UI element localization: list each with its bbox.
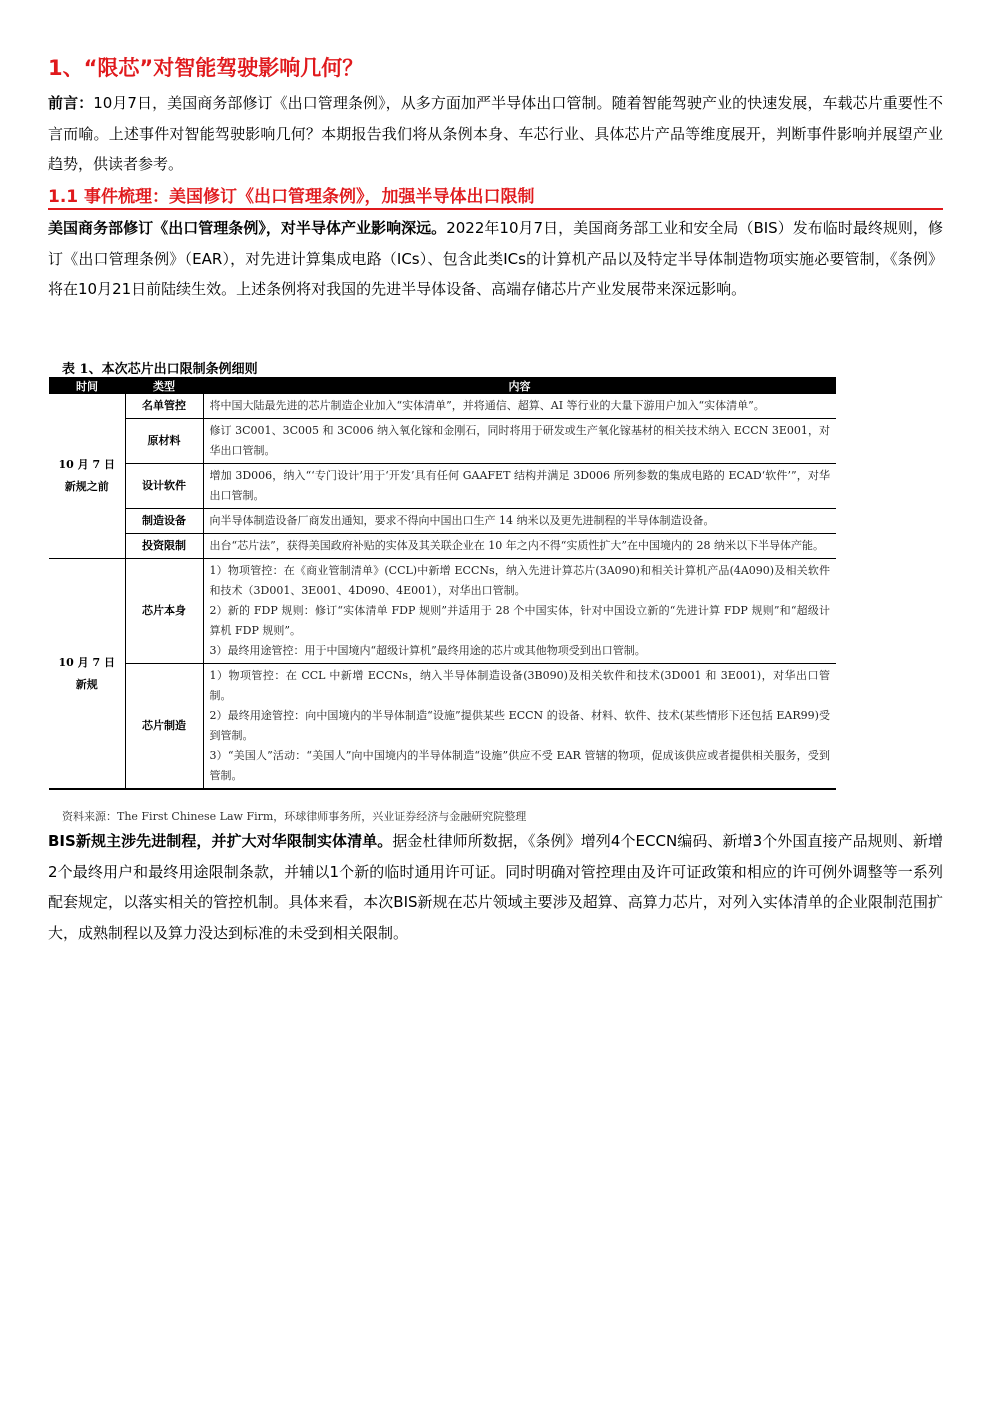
table-row [49, 464, 836, 509]
header-time: 时间 [49, 377, 125, 394]
table-row [49, 419, 836, 464]
content-line: 3）“美国人”活动：“美国人”向中国境内的半导体制造“设施”供应不受 EAR 管辖的物项，促成该供应或者提供相关服务，受到管制。 [209, 749, 830, 782]
section-heading: 1、“限芯”对智能驾驶影响几何？ [48, 56, 364, 80]
time-date: 10 月 7 日 [58, 655, 115, 669]
table-row [49, 559, 836, 664]
content-cell [203, 664, 836, 790]
table-row [49, 509, 836, 534]
time-label: 新规 [75, 677, 98, 691]
content-line: 1）物项管控：在 CCL 中新增 ECCNs，纳入半导体制造设备(3B090)及相关软件和技术(3D001 和 3E001)，对华出口管制。 [209, 669, 830, 702]
event-paragraph [48, 213, 943, 305]
subsection-heading: 1.1 事件梳理：美国修订《出口管理条例》，加强半导体出口限制 [48, 187, 535, 207]
header-type: 类型 [125, 377, 203, 394]
heading-underline [48, 208, 943, 210]
regulation-table [49, 377, 836, 790]
type-cell: 制造设备 [125, 509, 203, 534]
intro-paragraph [48, 88, 943, 180]
event-text: 2022年10月7日，美国商务部工业和安全局（BIS）发布临时最终规则，修订《出口管理条例》（EAR），对先进计算集成电路（ICs）、包含此类ICs的计算机产品以及特定半导体制造物项实施必要管制，《条例》将在10月21日前陆续生效。上述条例将对我国的先进半导体设备、高端存储芯片产业发展带来深远影响。 [48, 219, 943, 298]
content-cell: 出台“芯片法”，获得美国政府补贴的实体及其关联企业在 10 年之内不得“实质性扩大”在中国境内的 28 纳米以下半导体产能。 [203, 534, 836, 559]
table-row [49, 534, 836, 559]
header-content: 内容 [203, 377, 836, 394]
type-cell: 投资限制 [125, 534, 203, 559]
analysis-paragraph [48, 826, 943, 948]
content-cell: 增加 3D006，纳入“‘专门设计’用于‘开发’具有任何 GAAFET 结构并满足 3D006 所列参数的集成电路的 ECAD‘软件’”，对华出口管制。 [203, 464, 836, 509]
table-source: 资料来源：The First Chinese Law Firm，环球律师事务所，兴业证券经济与金融研究院整理 [62, 810, 527, 823]
content-cell: 向半导体制造设备厂商发出通知，要求不得向中国出口生产 14 纳米以及更先进制程的半导体制造设备。 [203, 509, 836, 534]
analysis-text: 据金杜律师所数据，《条例》增列4个ECCN编码、新增3个外国直接产品规则、新增2个最终用户和最终用途限制条款，并辅以1个新的临时通用许可证。同时明确对管控理由及许可证政策和相应的许可例外调整等一系列配套规定，以落实相关的管控机制。具体来看，本次BIS新规在芯片领域主要涉及超算、高算力芯片，对列入实体清单的企业限制范围扩大，成熟制程以及算力没达到标准的未受到相关限制。 [48, 832, 943, 942]
time-date: 10 月 7 日 [58, 458, 115, 471]
content-cell: 修订 3C001、3C005 和 3C006 纳入氧化镓和金刚石，同时将用于研发或生产氧化镓基材的相关技术纳入 ECCN 3E001，对华出口管制。 [203, 419, 836, 464]
content-line: 1）物项管控：在《商业管制清单》(CCL)中新增 ECCNs，纳入先进计算芯片(3A090)和相关计算机产品(4A090)及相关软件和技术（3D001、3E001、4D090、4E001），对华出口管制。 [209, 564, 830, 597]
time-label: 新规之前 [64, 480, 109, 493]
type-cell: 名单管控 [125, 394, 203, 419]
table-row [49, 664, 836, 790]
time-cell-before [49, 394, 125, 559]
content-line: 3）最终用途管控：用于中国境内“超级计算机”最终用途的芯片或其他物项受到出口管制。 [209, 644, 646, 657]
type-cell: 芯片本身 [125, 559, 203, 664]
analysis-lead: BIS新规主涉先进制程，并扩大对华限制实体清单。 [48, 832, 393, 850]
content-line: 2）最终用途管控：向中国境内的半导体制造“设施”提供某些 ECCN 的设备、材料、软件、技术(某些情形下还包括 EAR99)受到管制。 [209, 709, 830, 742]
content-cell: 将中国大陆最先进的芯片制造企业加入“实体清单”，并将通信、超算、AI 等行业的大量下游用户加入“实体清单”。 [203, 394, 836, 419]
content-line: 2）新的 FDP 规则：修订“实体清单 FDP 规则”并适用于 28 个中国实体，针对中国设立新的“先进计算 FDP 规则”和“超级计算机 FDP 规则”。 [209, 604, 830, 637]
type-cell: 原材料 [125, 419, 203, 464]
time-cell-new [49, 559, 125, 790]
content-cell [203, 559, 836, 664]
table-title: 表 1、本次芯片出口限制条例细则 [62, 362, 258, 377]
intro-lead: 前言： [48, 94, 94, 112]
event-lead: 美国商务部修订《出口管理条例》，对半导体产业影响深远。 [48, 219, 447, 237]
table-row [49, 394, 836, 419]
type-cell: 芯片制造 [125, 664, 203, 790]
intro-text: 10月7日，美国商务部修订《出口管理条例》，从多方面加严半导体出口管制。随着智能驾驶产业的快速发展，车载芯片重要性不言而喻。上述事件对智能驾驶影响几何？本期报告我们将从条例本身、车芯行业、具体芯片产品等维度展开，判断事件影响并展望产业趋势，供读者参考。 [48, 94, 943, 173]
type-cell: 设计软件 [125, 464, 203, 509]
table-header-row [49, 377, 836, 394]
